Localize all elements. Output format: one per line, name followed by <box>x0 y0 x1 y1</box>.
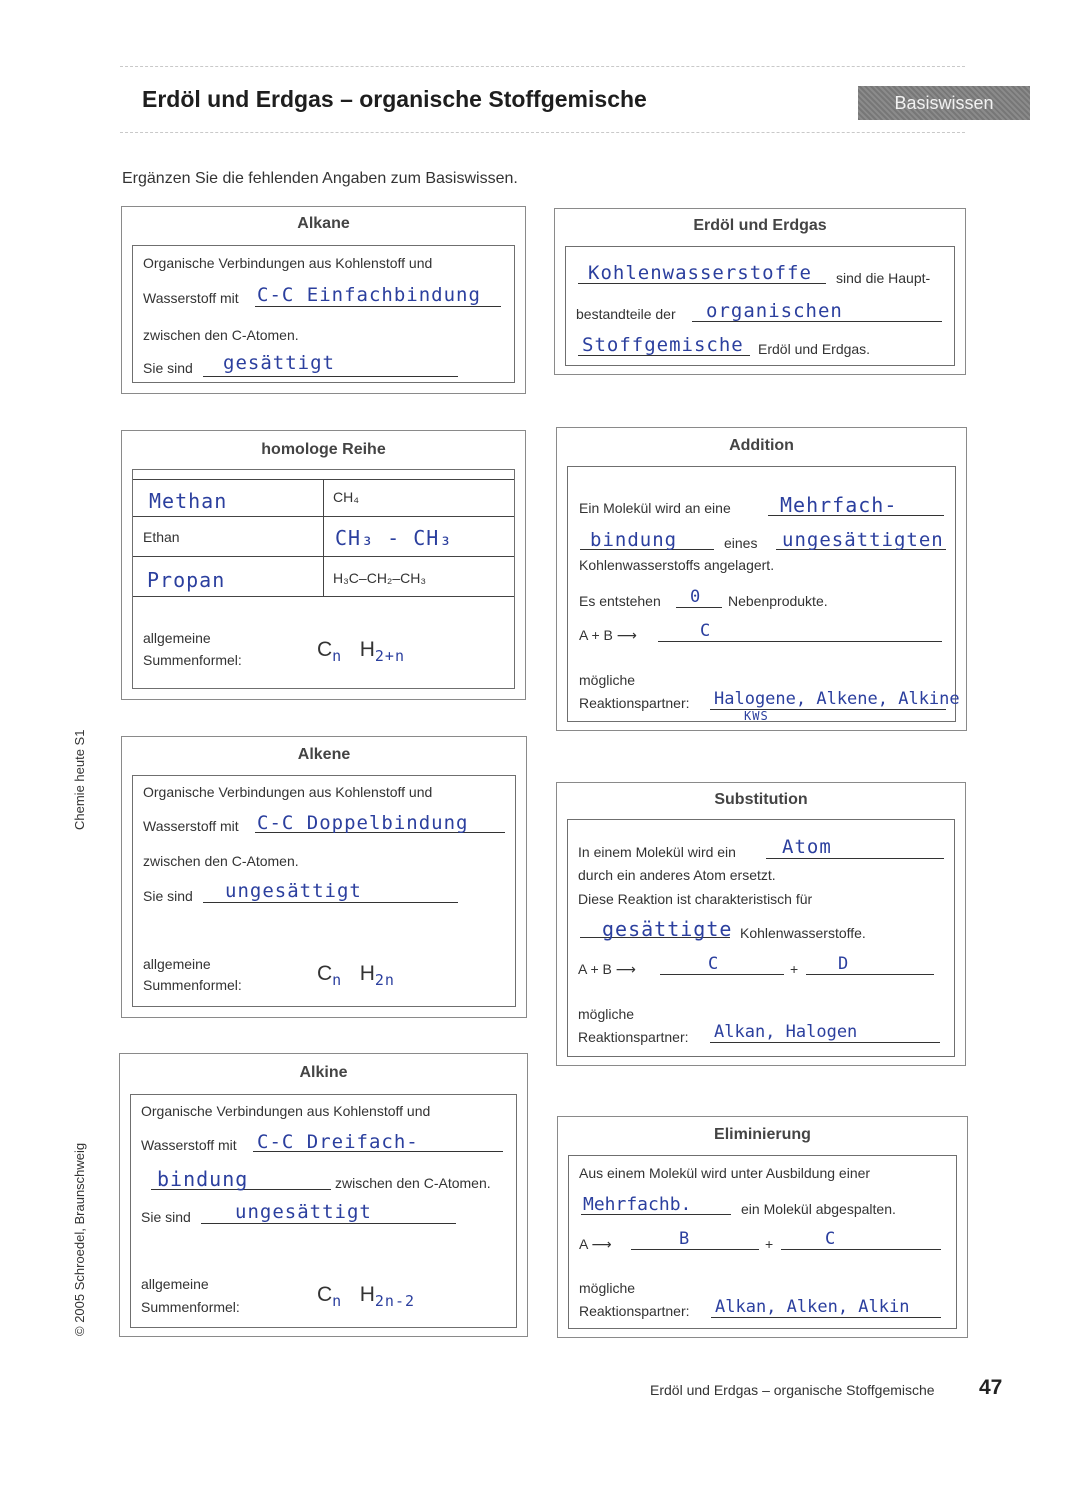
substitution-prefix1: In einem Molekül wird ein <box>578 844 736 860</box>
erdoel-answer2: organischen <box>706 300 843 322</box>
alkene-formula-label2: Summenformel: <box>143 977 242 993</box>
addition-prefix4: Es entstehen <box>579 593 661 609</box>
alkine-inner <box>130 1094 517 1328</box>
header-rule-top <box>120 66 965 67</box>
alkene-state-line <box>203 902 458 903</box>
intro-text: Ergänzen Sie die fehlenden Angaben zum Basiswissen. <box>122 170 518 187</box>
substitution-answer2: gesättigte <box>602 917 733 941</box>
alkine-line1: Organische Verbindungen aus Kohlenstoff und <box>141 1103 431 1119</box>
substitution-line1 <box>766 858 944 859</box>
homolog-row2-formula: CH₃ - CH₃ <box>335 526 453 550</box>
eliminierung-eq-line1 <box>631 1249 759 1250</box>
eliminierung-eq-line2 <box>781 1249 941 1250</box>
homolog-row3-formula: H₃C–CH₂–CH₃ <box>333 570 427 586</box>
alkane-line4-prefix: Sie sind <box>143 360 193 376</box>
alkane-line1: Organische Verbindungen aus Kohlenstoff und <box>143 255 433 271</box>
alkene-answer-bond: C-C Doppelbindung <box>257 812 469 834</box>
alkane-heading: Alkane <box>297 215 350 232</box>
footer-text: Erdöl und Erdgas – organische Stoffgemische <box>650 1382 935 1398</box>
eliminierung-partner-answer: Alkan, Alken, Alkin <box>715 1297 910 1317</box>
side-text-book: Chemie heute S1 <box>72 729 87 830</box>
eliminierung-answer1: Mehrfachb. <box>583 1194 692 1215</box>
homolog-row-line3 <box>133 596 514 597</box>
eliminierung-eq-answer2: C <box>825 1229 837 1249</box>
homolog-row2-name: Ethan <box>143 529 180 545</box>
addition-equation: A + B ⟶ <box>579 627 637 643</box>
alkine-formula-label2: Summenformel: <box>141 1299 240 1315</box>
addition-answer2: bindung <box>590 529 678 551</box>
homolog-box <box>121 430 526 700</box>
alkene-line2-prefix: Wasserstoff mit <box>143 818 239 834</box>
homolog-column-divider <box>323 479 324 596</box>
addition-partner-answer2: KWS <box>744 709 769 723</box>
erdoel-prefix2: bestandteile der <box>576 306 676 322</box>
alkane-bond-line <box>255 306 501 307</box>
alkane-line3: zwischen den C-Atomen. <box>143 327 299 343</box>
substitution-line3: Diese Reaktion ist charakteristisch für <box>578 891 813 907</box>
alkine-box <box>119 1053 528 1337</box>
addition-line4 <box>676 607 722 608</box>
header-rule-bottom <box>120 132 965 133</box>
eliminierung-line1: Aus einem Molekül wird unter Ausbildung einer <box>579 1165 871 1181</box>
erdoel-answer3: Stoffgemische <box>582 334 744 356</box>
eliminierung-inner <box>568 1155 957 1329</box>
eliminierung-equation: A ⟶ <box>579 1236 612 1252</box>
addition-answer1: Mehrfach- <box>780 493 898 517</box>
basiswissen-badge: Basiswissen <box>858 86 1030 120</box>
substitution-partner-line <box>710 1042 940 1043</box>
alkane-state-line <box>203 376 458 377</box>
alkine-line2-prefix: Wasserstoff mit <box>141 1137 237 1153</box>
alkene-inner <box>132 775 516 1007</box>
homolog-row3-name: Propan <box>147 568 226 592</box>
alkine-state-line <box>201 1223 456 1224</box>
page-title: Erdöl und Erdgas – organische Stoffgemische <box>142 86 647 112</box>
substitution-heading: Substitution <box>714 791 808 808</box>
eliminierung-box <box>557 1116 968 1338</box>
alkine-formula-label1: allgemeine <box>141 1276 209 1292</box>
substitution-box <box>556 782 966 1066</box>
homolog-formula-label2: Summenformel: <box>143 652 242 668</box>
addition-box <box>556 427 967 731</box>
substitution-eq-plus: + <box>790 961 799 977</box>
erdoel-inner <box>565 246 955 366</box>
alkine-general-formula: $C_n$ $H_{2n-2}$ <box>317 1283 416 1311</box>
alkene-line4-prefix: Sie sind <box>143 888 193 904</box>
alkane-answer-bond: C-C Einfachbindung <box>257 284 481 306</box>
addition-inner <box>567 466 960 723</box>
alkane-inner <box>132 245 515 383</box>
homolog-formula-label1: allgemeine <box>143 630 211 646</box>
substitution-partner-label1: mögliche <box>578 1006 635 1022</box>
alkane-line2-prefix: Wasserstoff mit <box>143 290 239 306</box>
page-number: 47 <box>979 1376 1003 1399</box>
alkene-box <box>121 736 527 1018</box>
alkine-answer-bond1: C-C Dreifach- <box>257 1131 419 1153</box>
substitution-inner <box>567 819 955 1057</box>
addition-line3: Kohlenwasserstoffs angelagert. <box>579 557 775 573</box>
homolog-general-formula: $C_n$ $H_{2+n}$ <box>317 638 405 666</box>
eliminierung-partner-label1: mögliche <box>579 1280 636 1296</box>
homolog-row1-name: Methan <box>149 489 228 513</box>
eliminierung-partner-label2: Reaktionspartner: <box>579 1303 690 1319</box>
addition-mid2: eines <box>724 535 758 551</box>
eliminierung-partner-line <box>711 1317 941 1318</box>
alkene-line1: Organische Verbindungen aus Kohlenstoff und <box>143 784 433 800</box>
substitution-eq-answer2: D <box>838 954 850 974</box>
addition-partner-label1: mögliche <box>579 672 636 688</box>
substitution-partner-answer: Alkan, Halogen <box>714 1022 858 1042</box>
addition-eq-line <box>658 641 942 642</box>
homolog-row1-formula: CH₄ <box>333 489 359 505</box>
alkene-formula-label1: allgemeine <box>143 956 211 972</box>
erdoel-box <box>554 208 966 375</box>
alkene-answer-state: ungesättigt <box>225 880 362 902</box>
substitution-equation: A + B ⟶ <box>578 961 636 977</box>
substitution-answer1: Atom <box>782 836 832 858</box>
alkine-heading: Alkine <box>299 1064 348 1081</box>
eliminierung-eq-answer1: B <box>679 1229 691 1249</box>
addition-partner-label2: Reaktionspartner: <box>579 695 690 711</box>
substitution-eq-line1 <box>660 974 784 975</box>
homolog-heading: homologe Reihe <box>261 441 386 458</box>
substitution-eq-line2 <box>806 974 934 975</box>
addition-answer4: 0 <box>690 587 702 607</box>
addition-suffix4: Nebenprodukte. <box>728 593 828 609</box>
alkene-general-formula: $C_n$ $H_{2n}$ <box>317 962 395 990</box>
erdoel-heading: Erdöl und Erdgas <box>693 217 827 234</box>
erdoel-answer1: Kohlenwasserstoffe <box>588 262 812 284</box>
eliminierung-suffix2: ein Molekül abgespalten. <box>741 1201 896 1217</box>
erdoel-suffix3: Erdöl und Erdgas. <box>758 341 871 357</box>
alkene-line3: zwischen den C-Atomen. <box>143 853 299 869</box>
alkine-line4-prefix: Sie sind <box>141 1209 191 1225</box>
substitution-suffix4: Kohlenwasserstoffe. <box>740 925 866 941</box>
eliminierung-heading: Eliminierung <box>714 1126 811 1143</box>
eliminierung-eq-plus: + <box>765 1236 774 1252</box>
addition-prefix1: Ein Molekül wird an eine <box>579 500 731 516</box>
alkane-answer-state: gesättigt <box>223 352 335 374</box>
alkene-heading: Alkene <box>297 746 351 763</box>
substitution-eq-answer1: C <box>708 954 720 974</box>
alkane-box <box>121 206 526 394</box>
alkine-answer-bond2: bindung <box>157 1167 249 1191</box>
homolog-inner <box>132 469 515 689</box>
substitution-line2: durch ein anderes Atom ersetzt. <box>578 867 776 883</box>
addition-answer3: ungesättigten <box>782 529 944 551</box>
addition-eq-answer: C <box>700 621 712 641</box>
addition-heading: Addition <box>729 437 794 454</box>
erdoel-suffix1: sind die Haupt- <box>836 270 931 286</box>
alkine-line3-suffix: zwischen den C-Atomen. <box>335 1175 491 1191</box>
side-text-copyright: © 2005 Schroedel, Braunschweig <box>72 1142 87 1336</box>
substitution-partner-label2: Reaktionspartner: <box>578 1029 689 1045</box>
alkine-answer-state: ungesättigt <box>235 1201 372 1223</box>
addition-partner-answer: Halogene, Alkene, Alkine <box>714 689 960 709</box>
